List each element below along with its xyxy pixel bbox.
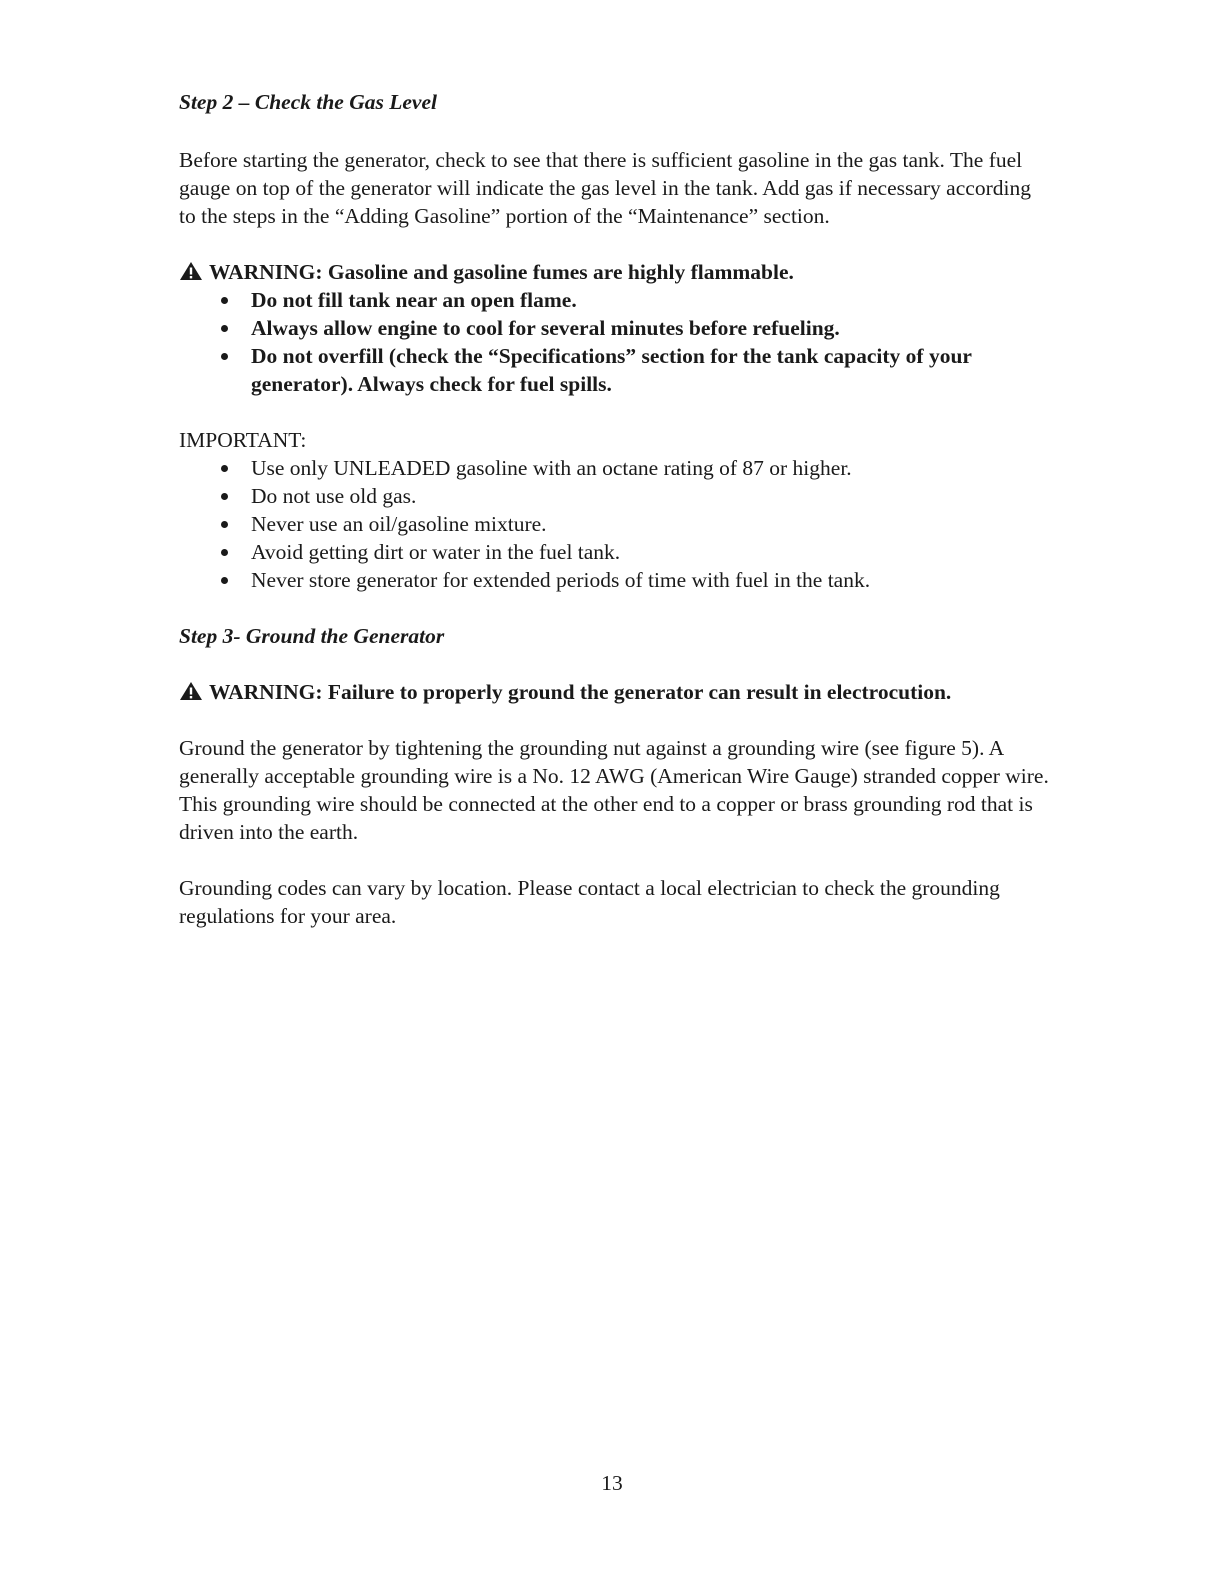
list-item: Never use an oil/gasoline mixture. [179,510,1049,538]
bullet-icon [221,549,228,556]
warning-triangle-icon [179,681,203,701]
step3-warning-text: WARNING: Failure to properly ground the generator can result in electrocution. [209,680,952,704]
spacer [179,650,1049,678]
bullet-icon [221,325,228,332]
list-item: Do not fill tank near an open flame. [179,286,1049,314]
bullet-icon [221,493,228,500]
list-item: Use only UNLEADED gasoline with an octane rating of 87 or higher. [179,454,1049,482]
important-label: IMPORTANT: [179,428,307,452]
spacer [179,594,1049,622]
warning-list [179,286,1049,398]
list-item: Always allow engine to cool for several minutes before refueling. [179,314,1049,342]
list-item: Avoid getting dirt or water in the fuel tank. [179,538,1049,566]
important-list [179,454,1049,594]
spacer [179,398,1049,426]
step3-heading: Step 3- Ground the Generator [179,624,445,648]
step2-warning-text: WARNING: Gasoline and gasoline fumes are highly flammable. [209,260,794,284]
step3-warning [179,678,1049,706]
page-content [179,88,1049,930]
warning-triangle-icon [179,261,203,281]
spacer [179,230,1049,258]
spacer [179,706,1049,734]
step2-warning [179,258,1049,286]
page-number: 13 [601,1471,623,1495]
step3-para2: Grounding codes can vary by location. Please contact a local electrician to check the grounding regulations for your area. [179,876,1000,928]
step3-para1: Ground the generator by tightening the grounding nut against a grounding wire (see figure 5). A generally acceptable grounding wire is a No. 12 AWG (American Wire Gauge) stranded copper wire. This grounding wire should be connected at the other end to a copper or brass grounding rod that is driven into the earth. [179,736,1049,844]
list-item: Never store generator for extended periods of time with fuel in the tank. [179,566,1049,594]
bullet-icon [221,577,228,584]
list-item: Do not overfill (check the “Specifications” section for the tank capacity of your generator). Always check for fuel spills. [179,342,1049,398]
spacer [179,846,1049,874]
spacer [179,116,1049,146]
bullet-icon [221,465,228,472]
bullet-icon [221,521,228,528]
step2-intro: Before starting the generator, check to see that there is sufficient gasoline in the gas tank. The fuel gauge on top of the generator will indicate the gas level in the tank. Add gas if necessary according to the steps in the “Adding Gasoline” portion of the “Maintenance” section. [179,148,1031,228]
list-item: Do not use old gas. [179,482,1049,510]
bullet-icon [221,353,228,360]
step2-heading: Step 2 – Check the Gas Level [179,90,437,114]
bullet-icon [221,297,228,304]
